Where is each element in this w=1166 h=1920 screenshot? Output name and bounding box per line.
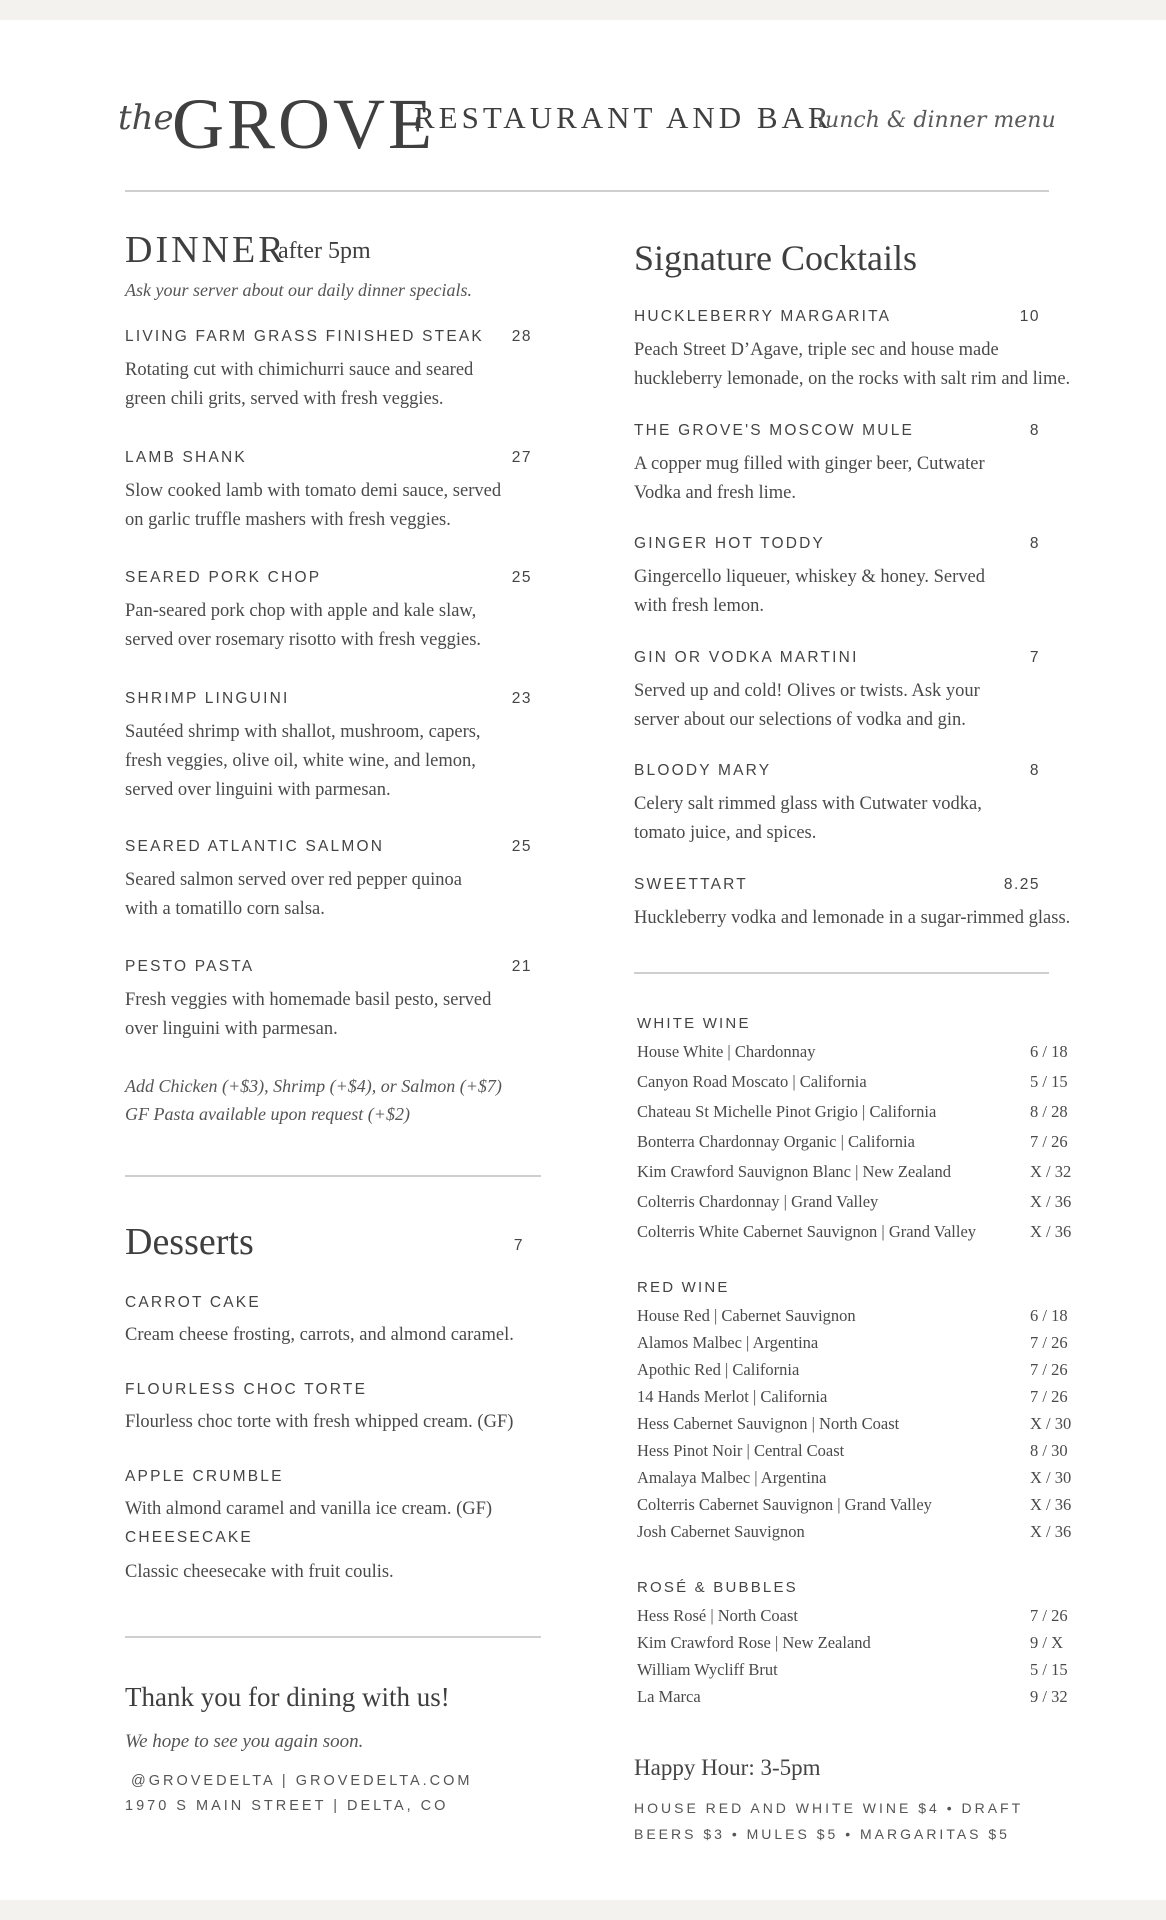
wine-row: Hess Cabernet Sauvignon | North Coast X / 30 [637,1414,1072,1433]
cocktail-item-price: 8 [1029,422,1040,439]
dinner-item-desc: Rotating cut with chimichurri sauce and seared green chili grits, served with fresh veggies. [125,360,474,409]
dinner-item-price: 23 [511,690,532,707]
address: 1970 S MAIN STREET | DELTA, CO [125,1798,449,1814]
dinner-item-price: 27 [511,449,532,466]
dinner-specials-note: Ask your server about our daily dinner specials. [125,280,472,300]
header-divider [125,190,1049,192]
thank-you-title: Thank you for dining with us! [125,1682,450,1712]
cocktail-item-price: 8.25 [1003,876,1040,893]
dinner-title: DINNER [125,229,287,271]
header-script-subtitle: lunch & dinner menu [818,108,1056,133]
dinner-item-name: PESTO PASTA [125,958,255,975]
dessert-item-name: CARROT CAKE [125,1294,261,1311]
dessert-item-desc: With almond caramel and vanilla ice cream. (GF) [125,1499,493,1519]
dinner-item-desc: Seared salmon served over red pepper quinoa with a tomatillo corn salsa. [125,870,462,919]
dinner-item-name: SEARED PORK CHOP [125,569,322,586]
desserts-price: 7 [513,1237,524,1254]
social-links: @GROVEDELTA | GROVEDELTA.COM [131,1773,473,1789]
dinner-item-price: 21 [511,958,532,975]
wine-row: Alamos Malbec | Argentina 7 / 26 [637,1333,1068,1352]
dinner-item-desc: Slow cooked lamb with tomato demi sauce, served on garlic truffle mashers with fresh veggies. [125,481,502,530]
cocktail-item-name: GIN OR VODKA MARTINI [634,649,859,666]
cocktails-title: Signature Cocktails [634,238,917,278]
wine-row: Canyon Road Moscato | California 5 / 15 [637,1072,1068,1091]
wine-row: Kim Crawford Sauvignon Blanc | New Zealand X / 32 [637,1162,1072,1181]
happy-hour-title: Happy Hour: 3-5pm [634,1755,821,1780]
wine-row: Hess Rosé | North Coast 7 / 26 [637,1606,1068,1625]
cocktails-divider [634,972,1049,974]
desserts-title: Desserts [125,1221,254,1263]
wine-row: Kim Crawford Rose | New Zealand 9 / X [637,1633,1063,1652]
dinner-item-name: SEARED ATLANTIC SALMON [125,838,385,855]
dessert-item-desc: Cream cheese frosting, carrots, and almond caramel. [125,1325,514,1345]
wine-row: Amalaya Malbec | Argentina X / 30 [637,1468,1072,1487]
wine-row: Colterris White Cabernet Sauvignon | Grand Valley X / 36 [637,1222,1072,1241]
thank-you-subtitle: We hope to see you again soon. [125,1731,364,1752]
dinner-item-price: 25 [511,838,532,855]
wine-row: La Marca 9 / 32 [637,1687,1068,1706]
cocktail-item-desc: Gingercello liqueuer, whiskey & honey. Served with fresh lemon. [634,567,986,616]
red-wine-title: RED WINE [637,1279,730,1296]
wine-row: William Wycliff Brut 5 / 15 [637,1660,1068,1679]
cocktail-item-name: BLOODY MARY [634,762,772,779]
dessert-item-name: FLOURLESS CHOC TORTE [125,1381,368,1398]
header-grove-logo: GROVE [172,84,435,164]
cocktail-item-price: 7 [1029,649,1040,666]
dinner-item-desc: Pan-seared pork chop with apple and kale slaw, served over rosemary risotto with fresh veggies. [125,601,482,650]
cocktail-item-name: GINGER HOT TODDY [634,535,826,552]
dessert-item-name: CHEESECAKE [125,1529,253,1546]
wine-row: Apothic Red | California 7 / 26 [637,1360,1068,1379]
dessert-item-name: APPLE CRUMBLE [125,1468,284,1485]
cocktail-item-price: 8 [1029,762,1040,779]
dessert-item-desc: Classic cheesecake with fruit coulis. [125,1562,394,1582]
cocktail-item-desc: A copper mug filled with ginger beer, Cutwater Vodka and fresh lime. [634,454,985,503]
dinner-divider [125,1175,541,1177]
header-restaurant-and-bar: RESTAURANT AND BAR [414,100,833,135]
wine-row: Hess Pinot Noir | Central Coast 8 / 30 [637,1441,1068,1460]
desserts-divider [125,1636,541,1638]
cocktail-item-name: SWEETTART [634,876,748,893]
header-the: the [118,98,174,138]
cocktail-item-price: 10 [1019,308,1040,325]
wine-row: Colterris Chardonnay | Grand Valley X / 36 [637,1192,1072,1211]
happy-hour-line-2: BEERS $3 • MULES $5 • MARGARITAS $5 [634,1826,1010,1842]
dinner-item-price: 28 [511,328,532,345]
cocktail-item-desc: Served up and cold! Olives or twists. Ask your server about our selections of vodka and gin. [634,681,980,730]
dinner-item-desc: Fresh veggies with homemade basil pesto, served over linguini with parmesan. [125,990,492,1039]
white-wine-title: WHITE WINE [637,1015,751,1032]
happy-hour-line-1: HOUSE RED AND WHITE WINE $4 • DRAFT [634,1800,1024,1816]
rose-bubbles-title: ROSÉ & BUBBLES [637,1579,798,1596]
dinner-item-name: SHRIMP LINGUINI [125,690,290,707]
cocktail-item-price: 8 [1029,535,1040,552]
dinner-subtitle: after 5pm [278,238,371,264]
cocktail-item-name: THE GROVE'S MOSCOW MULE [634,422,915,439]
cocktail-item-desc: Huckleberry vodka and lemonade in a sugar-rimmed glass. [634,908,1071,928]
menu-page [0,20,1166,1900]
wine-row: Chateau St Michelle Pinot Grigio | California 8 / 28 [637,1102,1068,1121]
wine-row: House Red | Cabernet Sauvignon 6 / 18 [637,1306,1068,1325]
wine-row: 14 Hands Merlot | California 7 / 26 [637,1387,1068,1406]
cocktail-item-desc: Peach Street D’Agave, triple sec and house made huckleberry lemonade, on the rocks with salt rim and lime. [634,340,1071,389]
wine-row: House White | Chardonnay 6 / 18 [637,1042,1068,1061]
wine-row: Colterris Cabernet Sauvignon | Grand Valley X / 36 [637,1495,1072,1514]
wine-row: Bonterra Chardonnay Organic | California 7 / 26 [637,1132,1068,1151]
dinner-item-name: LIVING FARM GRASS FINISHED STEAK [125,328,484,345]
dessert-item-desc: Flourless choc torte with fresh whipped cream. (GF) [125,1412,514,1432]
dinner-item-price: 25 [511,569,532,586]
dinner-item-desc: Sautéed shrimp with shallot, mushroom, capers, fresh veggies, olive oil, white wine, and lemon, served over linguini with parmesan. [125,722,481,800]
dinner-addons-note: Add Chicken (+$3), Shrimp (+$4), or Salmon (+$7) GF Pasta available upon request (+$2) [125,1076,502,1124]
dinner-item-name: LAMB SHANK [125,449,247,466]
cocktail-item-name: HUCKLEBERRY MARGARITA [634,308,892,325]
cocktail-item-desc: Celery salt rimmed glass with Cutwater vodka, tomato juice, and spices. [634,794,982,843]
wine-row: Josh Cabernet Sauvignon X / 36 [637,1522,1072,1541]
